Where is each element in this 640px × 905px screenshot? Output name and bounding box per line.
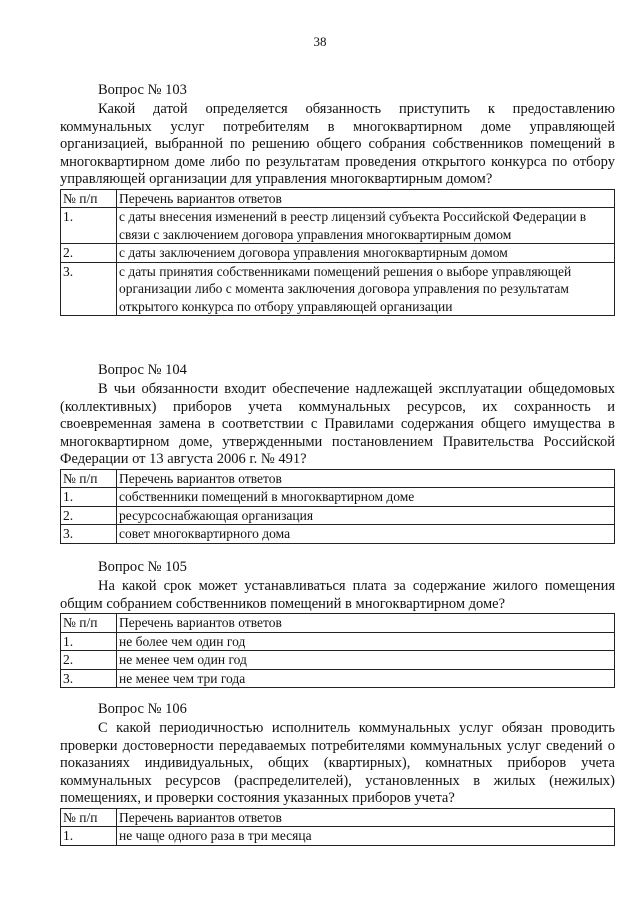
question-text: Какой датой определяется обязанность приступить к предоставлению коммунальных услуг потребителям в многоквартирном доме управляющей организацией, выбранной по решению общего собрания собственников помещений в многоквартирном доме либо по результатам проведения открытого конкурса по отбору управляющей организации для управления многоквартирным домом?	[60, 101, 615, 187]
table-row	[61, 827, 615, 846]
header-answers: Перечень вариантов ответов	[117, 189, 615, 208]
table-row	[61, 632, 615, 651]
answer-text: ресурсоснабжающая организация	[117, 506, 615, 525]
question-103	[60, 82, 615, 316]
answer-num: 2.	[61, 244, 117, 263]
answer-text: с даты внесения изменений в реестр лицензий субъекта Российской Федерации в связи с заключением договора управления многоквартирным домом	[117, 208, 615, 244]
question-title: Вопрос № 106	[98, 701, 187, 717]
answer-num: 2.	[61, 506, 117, 525]
table-row	[61, 208, 615, 244]
answer-num: 1.	[61, 488, 117, 507]
header-answers: Перечень вариантов ответов	[117, 614, 615, 633]
header-num: № п/п	[61, 614, 117, 633]
header-num: № п/п	[61, 189, 117, 208]
answer-num: 3.	[61, 669, 117, 688]
header-num: № п/п	[61, 808, 117, 827]
question-text: С какой периодичностью исполнитель коммунальных услуг обязан проводить проверки достоверности передаваемых потребителями коммунальных услуг сведений о показаниях индивидуальных, общих (квартирных), комнатных приборов учета коммунальных ресурсов (распределителей), установленных в жилых (нежилых) помещениях, и проверки состояния указанных приборов учета?	[60, 720, 615, 806]
table-row	[61, 488, 615, 507]
answer-text: не чаще одного раза в три месяца	[117, 827, 615, 846]
header-answers: Перечень вариантов ответов	[117, 808, 615, 827]
table-row	[61, 244, 615, 263]
question-title: Вопрос № 104	[98, 362, 187, 378]
table-row	[61, 669, 615, 688]
table-row	[61, 525, 615, 544]
header-num: № п/п	[61, 469, 117, 488]
table-header-row	[61, 189, 615, 208]
table-row	[61, 262, 615, 316]
answers-table	[60, 808, 615, 846]
answer-text: не менее чем один год	[117, 651, 615, 670]
question-105	[60, 559, 615, 688]
table-row	[61, 651, 615, 670]
answer-text: совет многоквартирного дома	[117, 525, 615, 544]
answer-text: собственники помещений в многоквартирном доме	[117, 488, 615, 507]
answers-table	[60, 469, 615, 544]
question-title: Вопрос № 103	[98, 82, 187, 98]
page-number: 38	[313, 34, 327, 49]
table-header-row	[61, 614, 615, 633]
question-106	[60, 701, 615, 846]
answer-text: с даты заключением договора управления многоквартирным домом	[117, 244, 615, 263]
answer-num: 3.	[61, 525, 117, 544]
question-title: Вопрос № 105	[98, 559, 187, 575]
answer-num: 1.	[61, 827, 117, 846]
answer-text: с даты принятия собственниками помещений решения о выборе управляющей организации либо с момента заключения договора управления по результатам открытого конкурса по отбору управляющей организации	[117, 262, 615, 316]
answers-table	[60, 189, 615, 317]
question-104	[60, 362, 615, 544]
table-row	[61, 506, 615, 525]
answer-text: не менее чем три года	[117, 669, 615, 688]
question-text: На какой срок может устанавливаться плата за содержание жилого помещения общим собранием собственников помещений в многоквартирном доме?	[60, 578, 615, 612]
question-text: В чьи обязанности входит обеспечение надлежащей эксплуатации общедомовых (коллективных) приборов учета коммунальных ресурсов, их сохранность и своевременная замена в соответствии с Правилами содержания общего имущества в многоквартирном доме, утвержденными постановлением Правительства Российской Федерации от 13 августа 2006 г. № 491?	[60, 381, 615, 467]
answer-num: 1.	[61, 208, 117, 244]
table-header-row	[61, 469, 615, 488]
table-header-row	[61, 808, 615, 827]
answer-num: 1.	[61, 632, 117, 651]
answers-table	[60, 613, 615, 688]
header-answers: Перечень вариантов ответов	[117, 469, 615, 488]
answer-num: 3.	[61, 262, 117, 316]
answer-num: 2.	[61, 651, 117, 670]
answer-text: не более чем один год	[117, 632, 615, 651]
